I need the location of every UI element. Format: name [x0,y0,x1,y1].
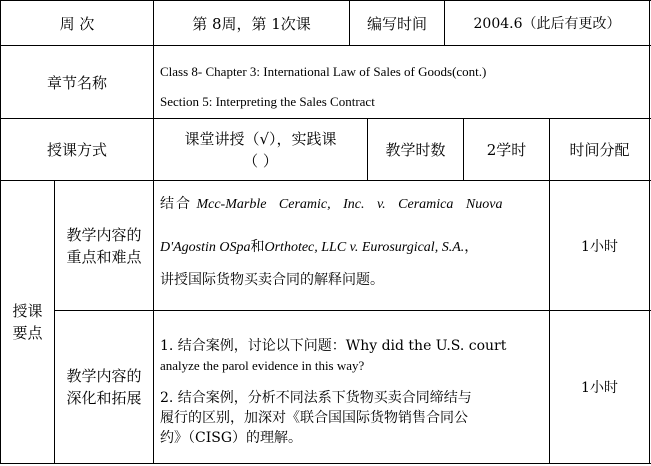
key-points-line3: 讲授国际货物买卖合同的解释问题。 [160,272,384,288]
time-allocation-label: 时间分配 [569,141,630,159]
key-points-label [55,181,153,310]
extension-item2-line2: 履行的区别，加深对《联合国国际货物销售合同公 [160,410,468,426]
case-orthotec: Orthotec, LLC v. Eurosurgical, S.A. [264,240,465,255]
extension-label-line1: 教学内容的 [66,367,142,385]
points-label-line2: 要点 [12,324,43,342]
method-value-line2: （ ） [243,151,278,170]
key-points-line2 [160,233,546,262]
extension-label [55,311,153,463]
extension-time: 1小时 [581,380,618,396]
case-mcc-marble-line1: Mcc-Marble Ceramic, Inc. v. Ceramica Nuova [196,197,503,212]
chapter-line2: Section 5: Interpreting the Sales Contract [160,94,375,109]
extension-content [160,336,546,462]
week-label: 周 次 [59,14,95,33]
chapter-label: 章节名称 [46,73,107,92]
rule-content-col [153,180,154,464]
method-value [154,119,367,180]
extension-item2-line3: 约》（CISG）的理解。 [160,430,303,446]
rule-right [649,0,650,464]
key-points-time: 1小时 [581,238,618,255]
method-label: 授课方式 [46,141,107,159]
key-points-label-line2: 重点和难点 [66,247,142,266]
week-value: 第 8周，第 1次课 [192,14,311,33]
key-points-and: 和 [250,239,265,255]
key-points-label-line1: 教学内容的 [66,225,142,244]
key-points-comma: ， [464,239,479,255]
case-mcc-marble-line2: D'Agostin OSpa [160,240,251,255]
chapter-line1: Class 8- Chapter 3: International Law of Sales of Goods(cont.) [160,64,487,79]
method-value-line1: 课堂讲授（√），实践课 [184,129,337,148]
hours-value: 2学时 [486,141,527,159]
key-points-line1 [160,190,546,219]
points-label-line1: 授课 [12,302,43,320]
hours-label: 教学时数 [385,141,446,159]
chapter-title [160,57,648,117]
extension-item1-line1: 1. 结合案例，讨论以下问题：Why did the U.S. court [160,338,507,354]
points-label [1,181,54,463]
extension-item1-line2: analyze the parol evidence in this way? [160,358,365,373]
key-points-content [160,190,546,308]
date-value: 2004.6（此后有更改） [473,16,621,32]
extension-label-line2: 深化和拓展 [66,389,142,407]
extension-item2-line1: 2. 结合案例，分析不同法系下货物买卖合同缔结与 [160,390,472,406]
rule-bottom [0,463,651,464]
date-label: 编写时间 [366,14,427,33]
key-points-intro: 结合 [160,196,192,212]
